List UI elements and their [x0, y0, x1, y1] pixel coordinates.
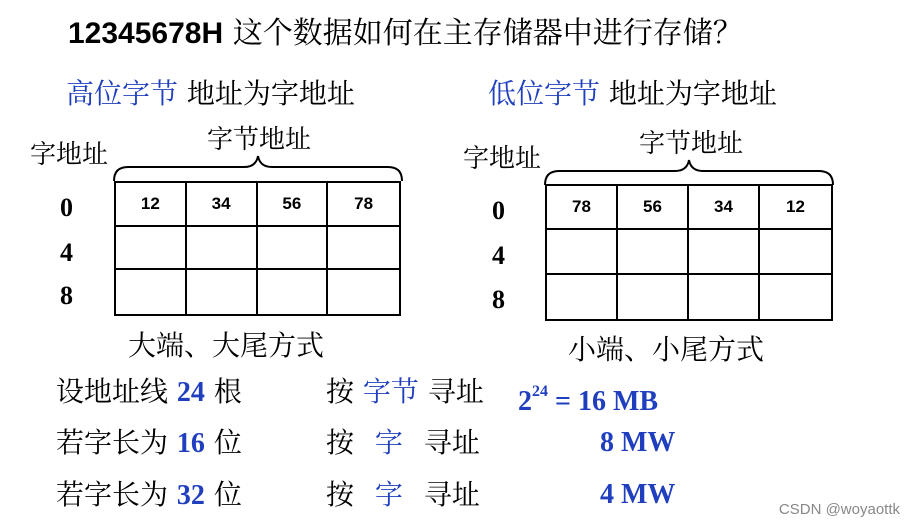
line-seek: 寻址	[423, 426, 480, 459]
memory-cell	[187, 227, 258, 271]
line-number: 24	[176, 377, 205, 408]
right-heading-rest: 地址为字地址	[608, 77, 777, 110]
left-caption: 大端、大尾方式	[128, 329, 325, 362]
right-heading	[488, 76, 777, 112]
memory-cell: 12	[116, 183, 187, 227]
memory-cell	[116, 227, 187, 271]
line-result: = 16 MB	[555, 386, 659, 417]
line-suffix: 根	[213, 375, 242, 408]
memory-cell	[187, 270, 258, 314]
left-heading-colored: 高位字节	[66, 77, 179, 110]
line-number: 16	[176, 428, 205, 459]
left-heading-rest: 地址为字地址	[186, 77, 355, 110]
title-text: 这个数据如何在主存储器中进行存储？	[232, 16, 743, 51]
memory-cell	[618, 275, 689, 319]
line-unit: 字	[374, 426, 403, 459]
memory-cell	[116, 270, 187, 314]
memory-cell: 12	[760, 186, 831, 230]
capacity-result	[518, 374, 658, 420]
line-unit: 字	[374, 478, 403, 511]
memory-cell: 56	[618, 186, 689, 230]
right-word-addr-label: 字地址	[463, 144, 542, 174]
memory-cell	[760, 275, 831, 319]
memory-cell	[689, 275, 760, 319]
word-length-row	[56, 425, 242, 462]
line-seek: 寻址	[427, 375, 484, 408]
right-row-label: 0	[492, 196, 505, 225]
left-heading	[66, 76, 355, 112]
line-by: 按	[326, 426, 355, 459]
line-by: 按	[326, 375, 355, 408]
memory-cell	[328, 270, 399, 314]
memory-cell: 78	[328, 183, 399, 227]
right-heading-colored: 低位字节	[488, 77, 601, 110]
right-row-label: 8	[492, 285, 505, 314]
line-suffix: 位	[213, 426, 242, 459]
line-number: 32	[176, 480, 205, 511]
line-suffix: 位	[213, 478, 242, 511]
line-by: 按	[326, 478, 355, 511]
right-memory-grid	[545, 184, 833, 321]
right-brace	[541, 157, 837, 187]
address-mode-row	[326, 477, 480, 513]
left-byte-addr-label: 字节地址	[207, 125, 312, 155]
memory-cell	[258, 227, 329, 271]
title-code: 12345678H	[68, 17, 224, 50]
memory-cell	[547, 230, 618, 274]
line-prefix: 若字长为	[56, 478, 169, 511]
capacity-result: 8 MW	[600, 427, 676, 458]
left-brace	[110, 153, 406, 183]
watermark: CSDN @woyaottk	[778, 501, 900, 518]
line-seek: 寻址	[423, 478, 480, 511]
capacity-result: 4 MW	[600, 479, 676, 510]
word-length-row	[56, 477, 242, 514]
memory-cell: 34	[689, 186, 760, 230]
left-word-addr-label: 字地址	[30, 140, 109, 170]
page-title	[68, 14, 743, 54]
memory-cell: 56	[258, 183, 329, 227]
memory-cell	[618, 230, 689, 274]
memory-cell	[258, 270, 329, 314]
left-memory-grid	[114, 181, 401, 316]
power-base: 2	[518, 386, 532, 417]
line-unit: 字节	[362, 375, 419, 408]
left-row-label: 8	[60, 281, 73, 310]
right-caption: 小端、小尾方式	[568, 333, 765, 366]
address-mode-row	[326, 374, 484, 410]
line-prefix: 若字长为	[56, 426, 169, 459]
address-mode-row	[326, 425, 480, 461]
power-exponent: 24	[532, 383, 548, 400]
left-row-label: 4	[60, 238, 73, 267]
right-row-label: 4	[492, 241, 505, 270]
address-line-row	[56, 374, 242, 411]
memory-cell: 78	[547, 186, 618, 230]
right-byte-addr-label: 字节地址	[639, 129, 744, 159]
left-row-label: 0	[60, 193, 73, 222]
memory-cell	[328, 227, 399, 271]
memory-cell	[547, 275, 618, 319]
line-prefix: 设地址线	[56, 375, 169, 408]
memory-cell	[760, 230, 831, 274]
memory-cell	[689, 230, 760, 274]
memory-cell: 34	[187, 183, 258, 227]
